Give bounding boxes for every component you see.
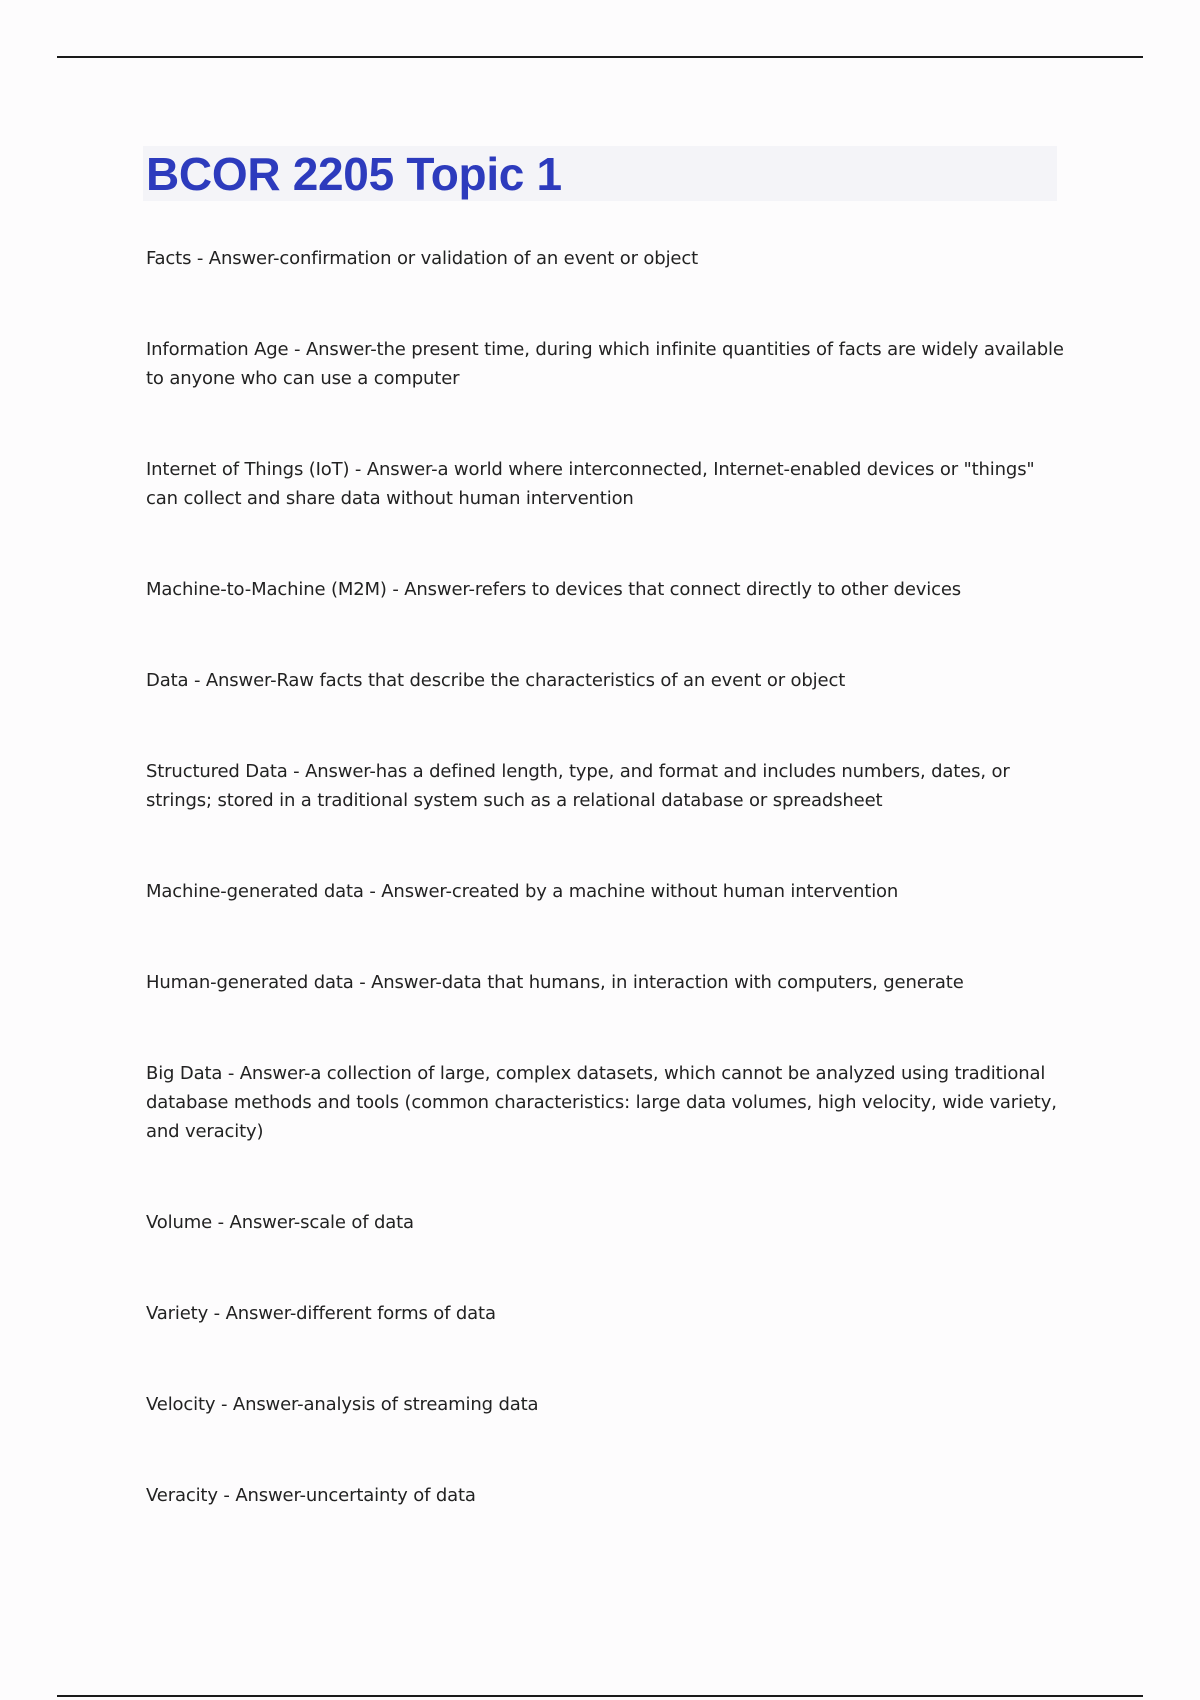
entry-volume: Volume - Answer-scale of data xyxy=(146,1212,414,1233)
entry-big-data: Big Data - Answer-a collection of large, complex datasets, which cannot be analyzed using traditional database methods and tools (common characteristics: large data volumes, high velocity, wide variety, and veracity) xyxy=(146,1063,1057,1142)
entry-information-age: Information Age - Answer-the present time, during which infinite quantities of facts are widely available to anyone who can use a computer xyxy=(146,339,1064,389)
entry-variety: Variety - Answer-different forms of data xyxy=(146,1303,496,1324)
entry-velocity: Velocity - Answer-analysis of streaming data xyxy=(146,1394,539,1415)
entry-machine-generated-data: Machine-generated data - Answer-created by a machine without human intervention xyxy=(146,881,899,902)
entry-structured-data: Structured Data - Answer-has a defined length, type, and format and includes numbers, dates, or strings; stored in a traditional system such as a relational database or spreadsheet xyxy=(146,761,1010,811)
definition-list xyxy=(146,244,1066,1572)
entry-machine-to-machine: Machine-to-Machine (M2M) - Answer-refers to devices that connect directly to other devices xyxy=(146,579,962,600)
entry-internet-of-things: Internet of Things (IoT) - Answer-a world where interconnected, Internet-enabled devices or "things" can collect and share data without human intervention xyxy=(146,459,1035,509)
entry-human-generated-data: Human-generated data - Answer-data that humans, in interaction with computers, generate xyxy=(146,972,964,993)
bottom-rule xyxy=(57,1695,1143,1697)
entry-veracity: Veracity - Answer-uncertainty of data xyxy=(146,1485,476,1506)
document-title: BCOR 2205 Topic 1 xyxy=(146,148,562,200)
entry-data: Data - Answer-Raw facts that describe the characteristics of an event or object xyxy=(146,670,846,691)
top-rule xyxy=(57,56,1143,58)
entry-facts: Facts - Answer-confirmation or validation of an event or object xyxy=(146,248,698,269)
